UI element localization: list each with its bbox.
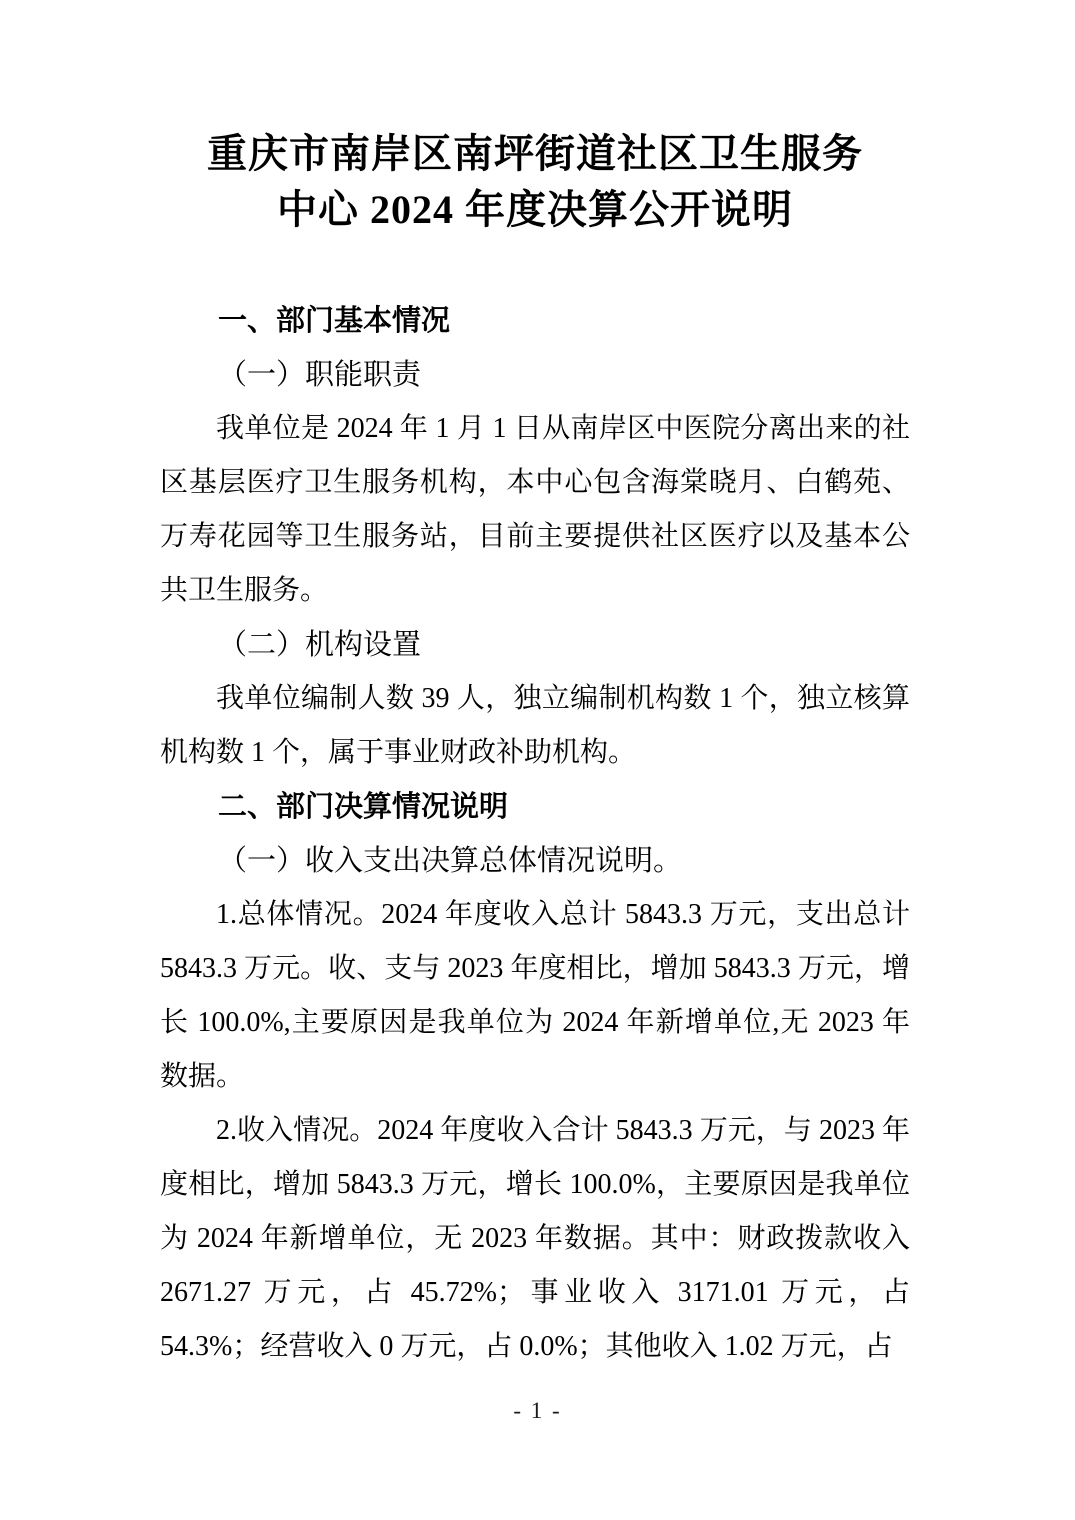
paragraph-income-situation: 2.收入情况。2024 年度收入合计 5843.3 万元，与 2023 年度相比，增加 5843.3 万元，增长 100.0%，主要原因是我单位为 2024 年新增单位，无 2023 年数据。其中：财政拨款收入 2671.27 万元，占 45.72%；事业收入 3171.01 万元，占 54.3%；经营收入 0 万元，占 0.0%；其他收入 1.02 万元，占 (160, 1115, 910, 1362)
subsection-2-1-heading: （一）收入支出决算总体情况说明。 (218, 845, 683, 877)
document-title-line2: 中心 2024 年度决算公开说明 (277, 187, 793, 232)
section-1-heading: 一、部门基本情况 (218, 305, 451, 337)
document-title-line1: 重庆市南岸区南坪街道社区卫生服务 (207, 131, 863, 176)
section-2-heading: 二、部门决算情况说明 (218, 791, 509, 823)
paragraph-functions-duties: 我单位是 2024 年 1 月 1 日从南岸区中医院分离出来的社区基层医疗卫生服务机构，本中心包含海棠晓月、白鹤苑、万寿花园等卫生服务站，目前主要提供社区医疗以及基本公共卫生服务。 (160, 413, 910, 606)
subsection-1-1-heading: （一）职能职责 (218, 359, 422, 391)
paragraph-organization-setup: 我单位编制人数 39 人，独立编制机构数 1 个，独立核算机构数 1 个，属于事业财政补助机构。 (160, 683, 910, 768)
document-content (160, 0, 910, 1374)
document-title (160, 126, 910, 238)
page-number: - 1 - (513, 1398, 562, 1423)
subsection-1-2-heading: （二）机构设置 (218, 629, 422, 661)
paragraph-overall-situation: 1.总体情况。2024 年度收入总计 5843.3 万元，支出总计 5843.3 万元。收、支与 2023 年度相比，增加 5843.3 万元，增长 100.0%,主要原因是我单位为 2024 年新增单位,无 2023 年数据。 (160, 899, 910, 1092)
